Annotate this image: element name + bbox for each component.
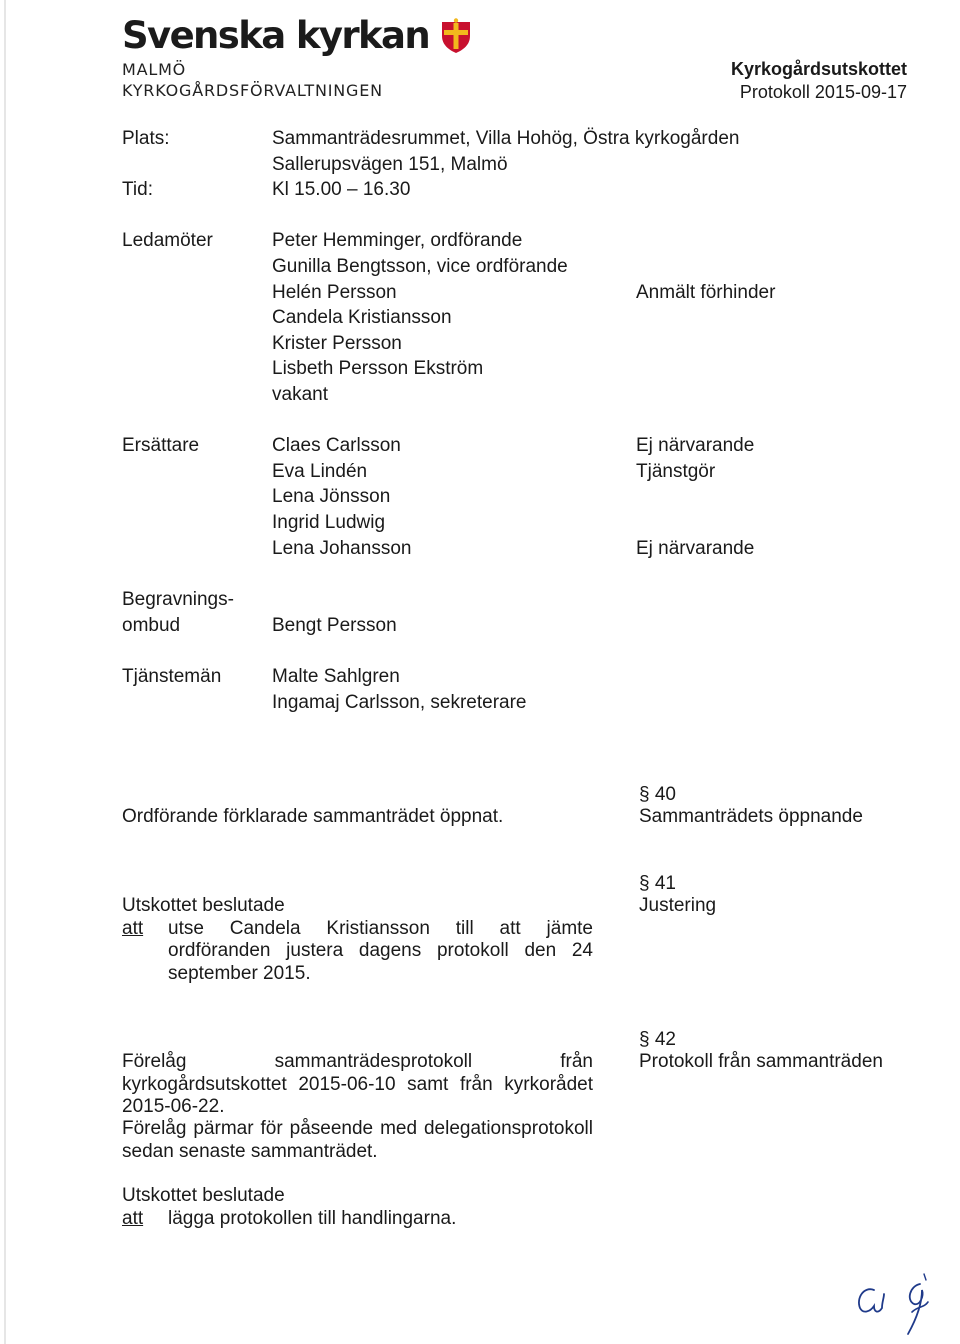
- att-keyword: att: [122, 1207, 144, 1229]
- time-value: Kl 15.00 – 16.30: [272, 179, 411, 201]
- members-label: Ledamöter: [122, 230, 213, 252]
- member-name: Krister Persson: [272, 332, 402, 354]
- substitutes-label: Ersättare: [122, 435, 200, 457]
- brand-department: KYRKOGÅRDSFÖRVALTNINGEN: [122, 81, 383, 100]
- section-number: § 41: [639, 873, 676, 894]
- decision-att-row: [122, 918, 593, 986]
- time-label: Tid:: [122, 179, 153, 201]
- official-name: Malte Sahlgren: [272, 666, 400, 687]
- member-note: Anmält förhinder: [636, 281, 776, 303]
- section-number: § 40: [639, 784, 676, 805]
- substitute-name: Eva Lindén: [272, 460, 368, 482]
- burial-name: Bengt Persson: [272, 614, 397, 636]
- section-41-body: [122, 895, 593, 985]
- handwritten-initials-signature-icon: [852, 1272, 952, 1338]
- official-name: Ingamaj Carlsson, sekreterare: [272, 691, 527, 713]
- header-right: [731, 58, 907, 104]
- substitute-note: Ej närvarande: [636, 537, 755, 559]
- burial-label-line-2: ombud: [122, 614, 181, 636]
- section-title: Protokoll från sammanträden: [639, 1051, 883, 1072]
- member-name: Helén Persson: [272, 281, 397, 303]
- substitute-note: Ej närvarande: [636, 435, 755, 457]
- decision-att-row: [122, 1208, 593, 1231]
- member-name: vakant: [272, 384, 328, 405]
- section-41-heading: [639, 873, 716, 917]
- substitute-note: Tjänstgör: [636, 460, 716, 482]
- committee-name: Kyrkogårdsutskottet: [730, 59, 907, 79]
- brand-city: MALMÖ: [122, 60, 187, 79]
- place-line-2: Sallerupsvägen 151, Malmö: [272, 153, 508, 175]
- church-cross-shield-icon: [438, 18, 474, 59]
- brand-name: Svenska kyrkan: [122, 14, 430, 57]
- section-42-decision: [122, 1185, 593, 1230]
- member-name: Candela Kristiansson: [272, 307, 452, 329]
- decision-intro: Utskottet beslutade: [122, 1185, 285, 1206]
- section-40-text: Ordförande förklarade sammanträdet öppnat.: [122, 806, 504, 827]
- decision-text: utse Candela Kristiansson till att jämte ordföranden justera dagens protokoll den 24 september 2015.: [168, 917, 593, 984]
- member-name: Peter Hemminger, ordförande: [272, 230, 523, 252]
- decision-intro: Utskottet beslutade: [122, 895, 285, 916]
- burial-label-line-1: Begravnings-: [122, 589, 234, 610]
- substitute-name: Claes Carlsson: [272, 435, 401, 457]
- substitute-name: Lena Johansson: [272, 537, 412, 559]
- brand-block: [122, 14, 474, 101]
- section-40-heading: [639, 784, 863, 828]
- section-42-para-2: Förelåg pärmar för påseende med delegationsprotokoll sedan senaste sammanträdet.: [122, 1118, 593, 1162]
- section-title: Justering: [639, 895, 717, 916]
- att-keyword: att: [122, 917, 144, 939]
- decision-text: lägga protokollen till handlingarna.: [168, 1207, 457, 1229]
- protocol-date: Protokoll 2015-09-17: [739, 82, 907, 102]
- place-label: Plats:: [122, 128, 170, 149]
- substitute-name: Lena Jönsson: [272, 486, 391, 508]
- section-number: § 42: [639, 1029, 676, 1050]
- substitute-name: Ingrid Ludwig: [272, 512, 386, 533]
- officials-label: Tjänstemän: [122, 666, 222, 687]
- section-42-para-1: Förelåg sammanträdesprotokoll från kyrkogårdsutskottet 2015-06-10 samt från kyrkorådet 2015-06-22.: [122, 1051, 593, 1117]
- section-title: Sammanträdets öppnande: [639, 806, 863, 827]
- member-name: Gunilla Bengtsson, vice ordförande: [272, 256, 568, 277]
- page-edge: [4, 0, 6, 1344]
- section-42-heading: [639, 1029, 883, 1073]
- member-name: Lisbeth Persson Ekström: [272, 358, 484, 380]
- place-line-1: Sammanträdesrummet, Villa Hohög, Östra kyrkogården: [272, 128, 740, 149]
